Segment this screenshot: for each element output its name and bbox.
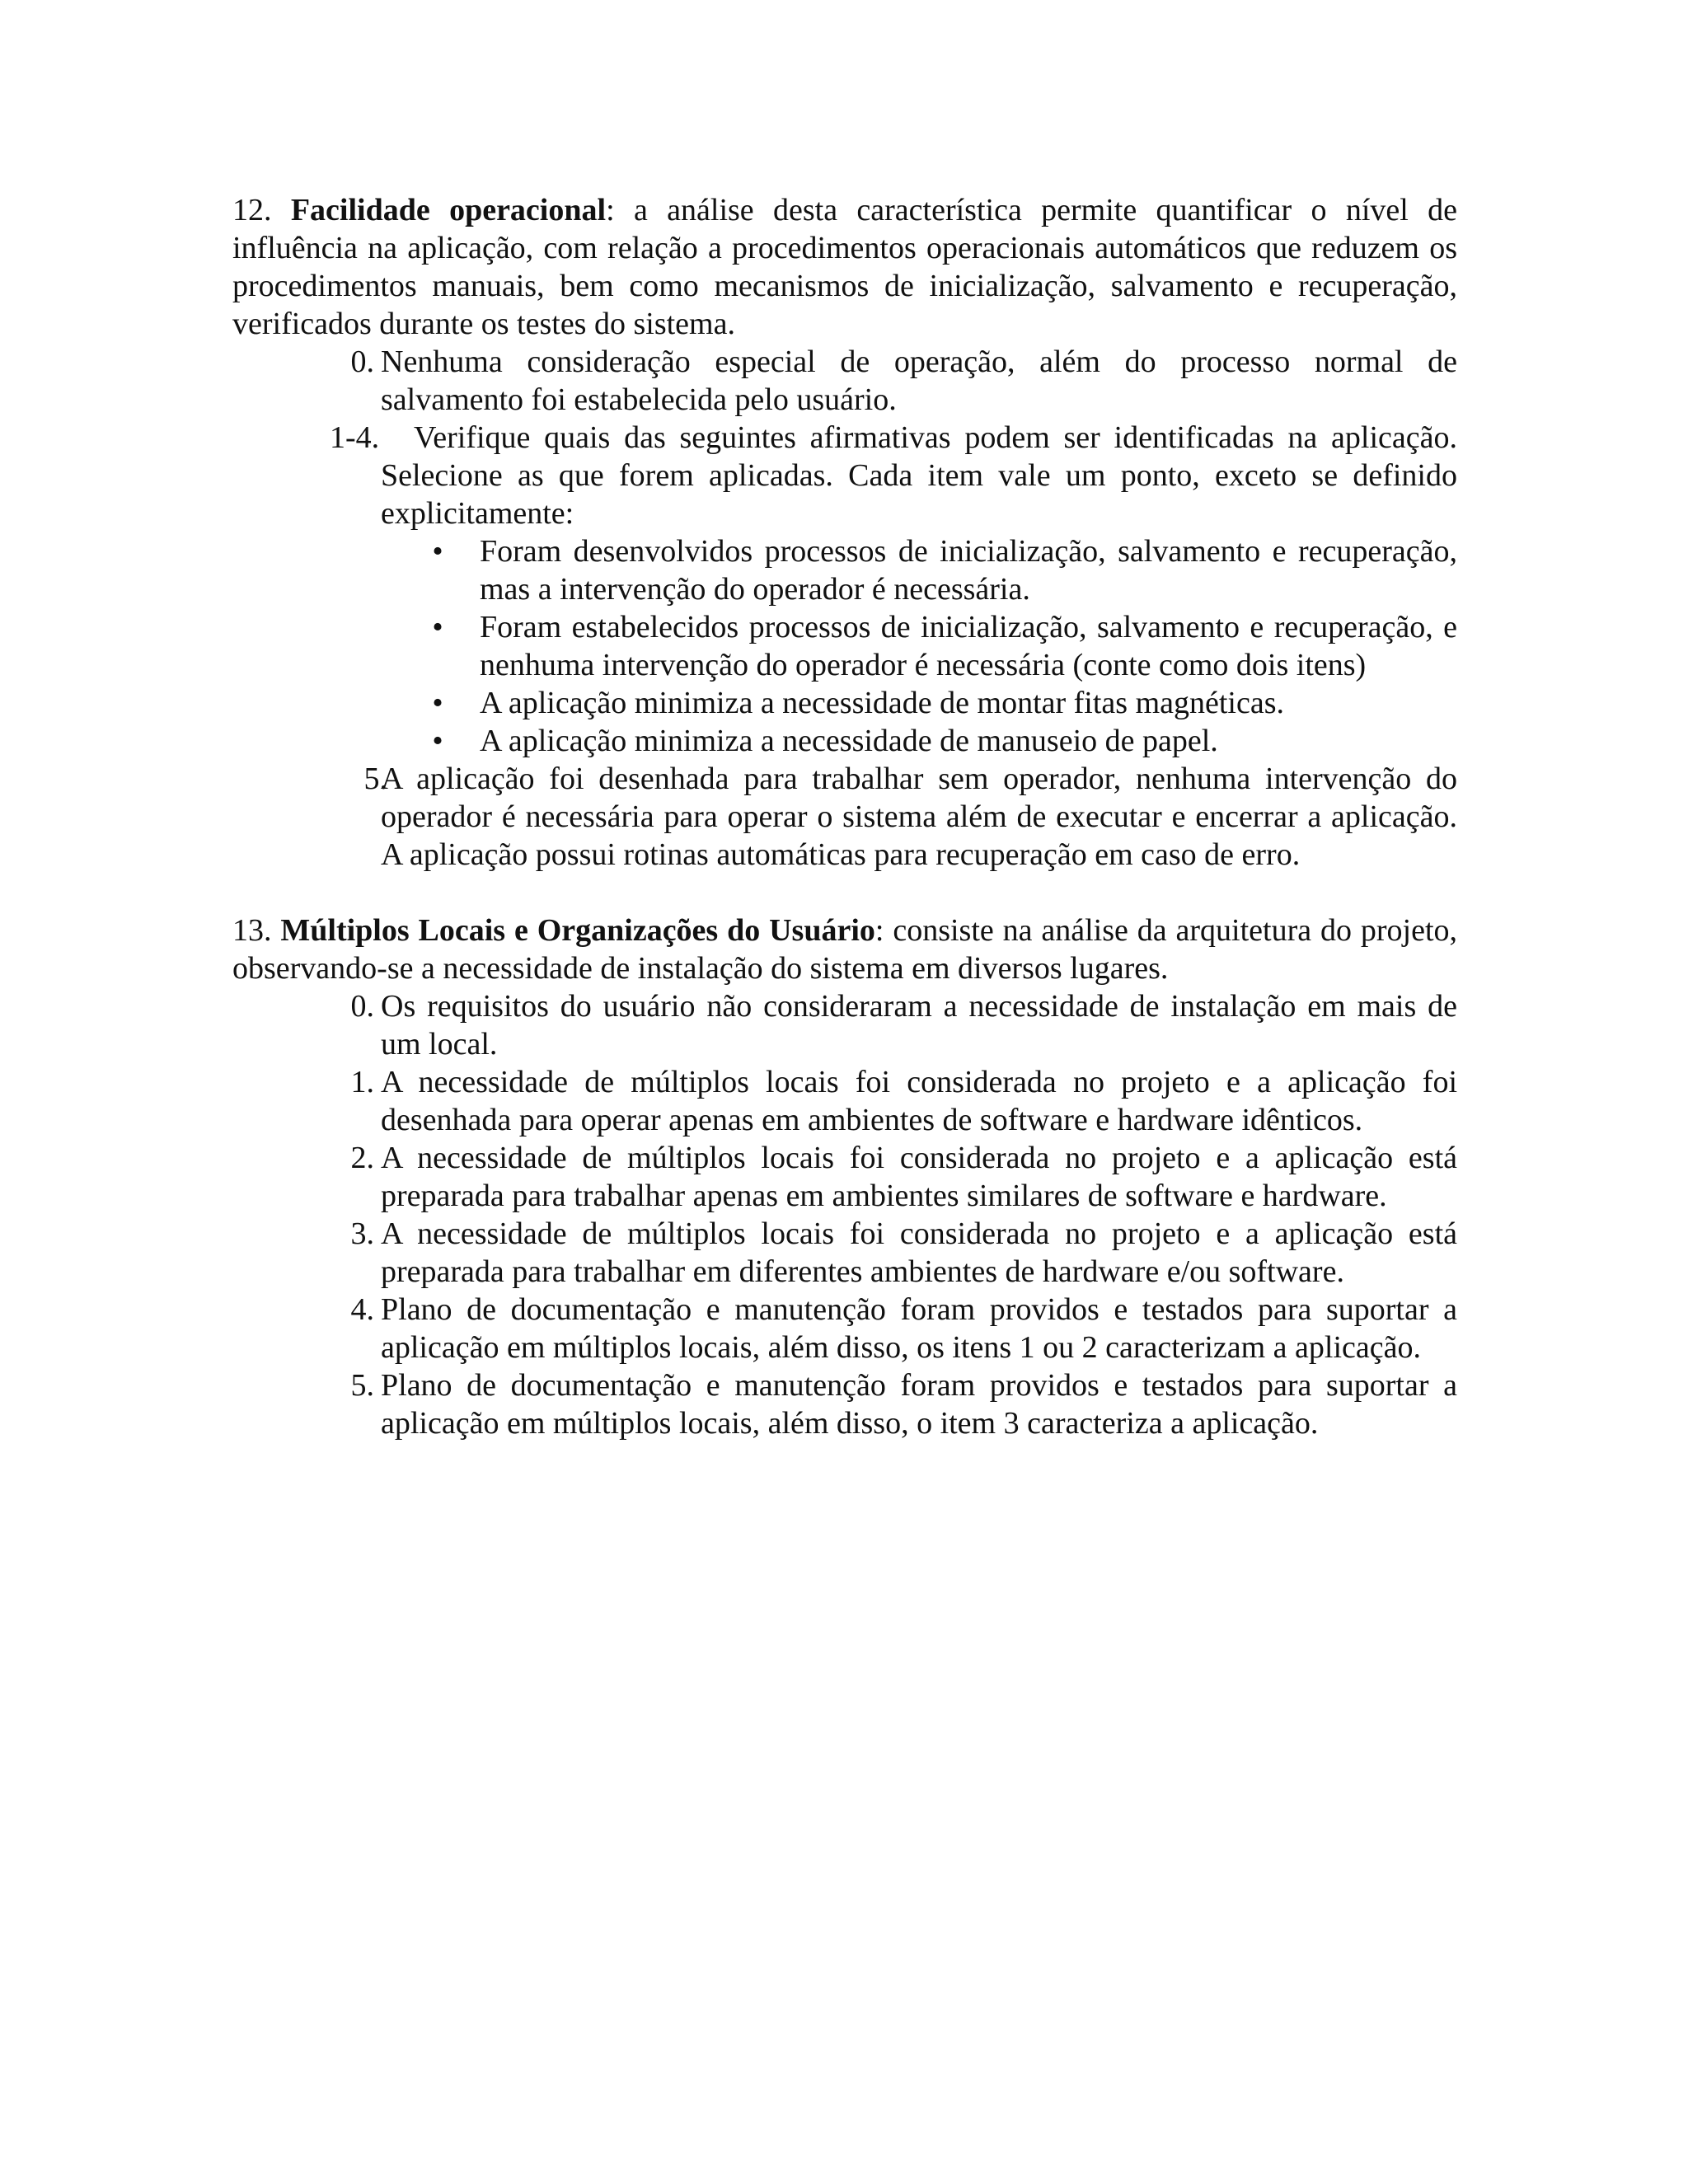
item-number: 5. xyxy=(350,1368,374,1403)
item-text: A aplicação foi desenhada para trabalhar sem operador, nenhuma intervenção do operador é necessária para operar o sistema além de executar e encerrar a aplicação. A aplicação possui rotinas automáticas para recuperação em caso de erro. xyxy=(381,762,1457,872)
section-13-intro xyxy=(232,912,1457,987)
bullet-item xyxy=(432,532,1457,608)
item-text: A necessidade de múltiplos locais foi considerada no projeto e a aplicação está preparada para trabalhar em diferentes ambientes de hardware e/ou software. xyxy=(381,1216,1457,1289)
bullet-icon: • xyxy=(432,610,443,644)
item-text: Nenhuma consideração especial de operação, além do processo normal de salvamento foi estabelecida pelo usuário. xyxy=(381,344,1457,417)
document-page xyxy=(232,191,1457,1442)
item-text: A necessidade de múltiplos locais foi considerada no projeto e a aplicação foi desenhada para operar apenas em ambientes de software e hardware idênticos. xyxy=(381,1065,1457,1137)
section-12-item-1-4 xyxy=(330,419,1457,532)
item-text: Verifique quais das seguintes afirmativas podem ser identificadas na aplicação. Selecione as que forem aplicadas. Cada item vale um ponto, exceto se definido explicitamente: xyxy=(381,420,1457,531)
section-12-item-5 xyxy=(363,760,1457,874)
section-13-intro-text: : consiste na análise da arquitetura do projeto, observando-se a necessidade de instalação do sistema em diversos lugares. xyxy=(232,913,1458,986)
bullet-item xyxy=(432,608,1457,684)
section-12-intro-text: : a análise desta característica permite quantificar o nível de influência na aplicação, com relação a procedimentos operacionais automáticos que reduzem os procedimentos manuais, bem como mecanismos de inicialização, salvamento e recuperação, verificados durante os testes do sistema. xyxy=(232,193,1457,341)
section-12-title: Facilidade operacional xyxy=(290,193,607,227)
section-13-item-1 xyxy=(350,1063,1457,1139)
section-12-bullet-list xyxy=(381,532,1457,760)
bullet-icon: • xyxy=(432,724,443,758)
section-12-number: 12. xyxy=(232,193,272,227)
item-text: Plano de documentação e manutenção foram providos e testados para suportar a aplicação em múltiplos locais, além disso, o item 3 caracteriza a aplicação. xyxy=(381,1368,1457,1441)
item-text: Plano de documentação e manutenção foram providos e testados para suportar a aplicação em múltiplos locais, além disso, os itens 1 ou 2 caracterizam a aplicação. xyxy=(381,1292,1457,1365)
item-number: 3. xyxy=(350,1216,374,1251)
bullet-text: Foram estabelecidos processos de inicialização, salvamento e recuperação, e nenhuma intervenção do operador é necessária (conte como dois itens) xyxy=(480,610,1457,682)
item-number: 1. xyxy=(350,1065,374,1099)
section-12-intro xyxy=(232,191,1457,343)
item-number: 5. xyxy=(363,762,387,796)
item-text: A necessidade de múltiplos locais foi considerada no projeto e a aplicação está preparada para trabalhar apenas em ambientes similares de software e hardware. xyxy=(381,1141,1457,1213)
section-13-item-0 xyxy=(350,987,1457,1063)
item-number: 1-4. xyxy=(330,420,380,455)
item-number: 0. xyxy=(350,344,374,379)
bullet-item xyxy=(432,684,1457,722)
bullet-text: Foram desenvolvidos processos de inicialização, salvamento e recuperação, mas a intervenção do operador é necessária. xyxy=(480,534,1457,607)
section-13-item-2 xyxy=(350,1139,1457,1215)
item-number: 0. xyxy=(350,989,374,1024)
section-13-number: 13. xyxy=(232,913,272,948)
section-12-item-0 xyxy=(350,343,1457,419)
item-number: 2. xyxy=(350,1141,374,1175)
section-13-item-3 xyxy=(350,1215,1457,1291)
section-13-item-4 xyxy=(350,1291,1457,1366)
bullet-text: A aplicação minimiza a necessidade de montar fitas magnéticas. xyxy=(480,686,1284,720)
bullet-icon: • xyxy=(432,534,443,569)
bullet-text: A aplicação minimiza a necessidade de manuseio de papel. xyxy=(480,724,1218,758)
section-13-title: Múltiplos Locais e Organizações do Usuário xyxy=(280,913,875,948)
section-13-item-5 xyxy=(350,1366,1457,1442)
item-number: 4. xyxy=(350,1292,374,1327)
section-gap xyxy=(232,874,1457,912)
bullet-item xyxy=(432,722,1457,760)
bullet-icon: • xyxy=(432,686,443,720)
item-text: Os requisitos do usuário não consideraram a necessidade de instalação em mais de um local. xyxy=(381,989,1457,1062)
